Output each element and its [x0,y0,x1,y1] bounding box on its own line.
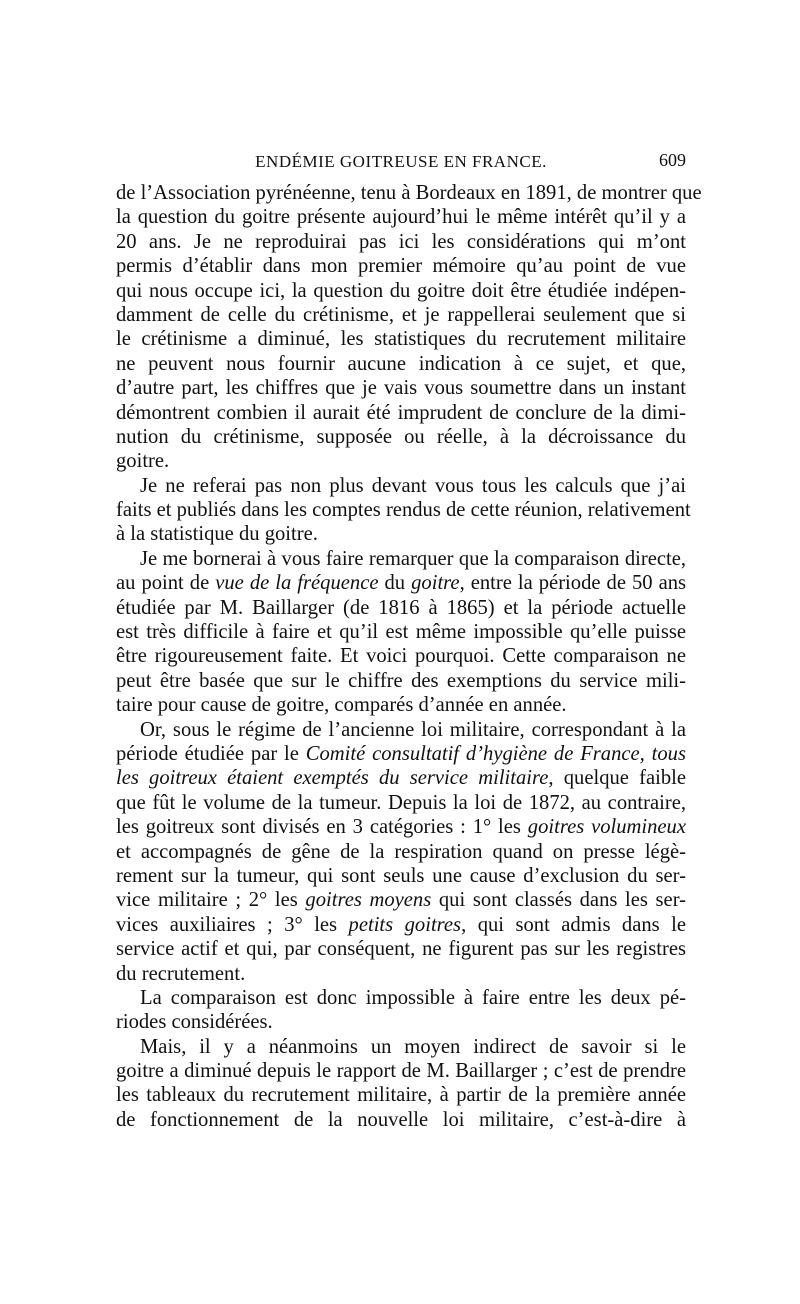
page-number: 609 [659,150,686,170]
text-span: vice militaire ; 2° les [116,889,306,912]
text-span: , entre la période de 50 ans [459,572,687,595]
italic-span: vue de la fréquence [215,572,379,595]
running-title: ENDÉMIE GOITREUSE EN FRANCE. [255,152,547,171]
text-span: , qui sont admis dans le [461,913,686,936]
text-line [116,937,686,961]
italic-span: goitres moyens [305,889,432,912]
text-span: Or, sous le régime de l’ancienne loi militaire, correspondant à la [140,718,686,741]
italic-span: goitre [411,572,460,595]
text-span: du recrutement. [116,962,246,985]
text-line [116,791,686,815]
text-line [116,888,686,912]
text-span: le crétinisme a diminué, les statistiques du recrutement militaire [116,328,686,351]
text-span: goitre a diminué depuis le rapport de M. Baillarger ; c’est de prendre [116,1060,686,1083]
text-line [116,279,686,303]
text-line [116,1059,686,1083]
text-line [116,547,686,571]
text-span: période étudiée par le [116,742,306,765]
text-line [116,352,686,376]
text-line [116,644,686,668]
text-span: Mais, il y a néanmoins un moyen indirect de savoir si le [140,1035,686,1058]
text-span: permis d’établir dans mon premier mémoire qu’au point de vue [116,255,686,278]
text-line [116,205,686,229]
text-line [116,766,686,790]
text-line [116,571,686,595]
text-span: rement sur la tumeur, qui sont seuls une cause d’exclusion du ser- [116,864,686,887]
text-line [116,376,686,400]
text-span: ne peuvent nous fournir aucune indication à ce sujet, et que, [116,352,686,375]
text-line [116,1083,686,1107]
text-span: la question du goitre présente aujourd’hui le même intérêt qu’il y a [116,206,686,229]
text-line [116,303,686,327]
text-line [116,669,686,693]
paragraph [116,181,702,474]
text-line [116,181,702,205]
text-line [116,864,686,888]
text-span: démontrent combien il aurait été imprudent de conclure de la dimi- [116,401,686,424]
text-span: damment de celle du crétinisme, et je rappellerai seulement que si [116,303,686,326]
text-span: taire pour cause de goitre, comparés d’année en année. [116,694,567,717]
text-span: du [378,572,412,595]
text-span: étudiée par M. Baillarger (de 1816 à 1865) et la période actuelle [116,596,686,619]
text-line [116,230,686,254]
text-line [116,522,686,546]
text-line [116,425,686,449]
text-line [116,693,686,717]
text-span: riodes considérées. [116,1011,273,1034]
text-span: goitre. [116,450,170,473]
text-line [116,401,686,425]
text-span: que fût le volume de la tumeur. Depuis la loi de 1872, au contraire, [116,791,686,814]
text-line [116,596,686,620]
text-span: , quelque faible [548,767,687,790]
text-span: Je ne referai pas non plus devant vous tous les calculs que j’ai [140,474,686,497]
text-line [116,840,686,864]
text-line [116,815,686,839]
text-span: à la statistique du goitre. [116,523,318,546]
text-span: de l’Association pyrénéenne, tenu à Bordeaux en 1891, de montrer que [116,182,702,204]
text-span: nution du crétinisme, supposée ou réelle, à la décroissance du [116,425,686,448]
text-span: vices auxiliaires ; 3° les [116,913,349,936]
text-line [116,254,686,278]
text-span: qui nous occupe ici, la question du goitre doit être étudiée indépen- [116,279,686,302]
text-span: qui sont classés dans les ser- [431,889,686,912]
text-span: La comparaison est donc impossible à faire entre les deux pé- [140,986,686,1009]
text-line [116,474,686,498]
text-span: peut être basée que sur le chiffre des exemptions du service mili- [116,669,686,692]
text-span: faits et publiés dans les comptes rendus de cette réunion, relativement [116,499,691,522]
italic-span: les goitreux étaient exemptés du service militaire [116,767,549,790]
text-span: les goitreux sont divisés en 3 catégories : 1° les [116,816,528,839]
text-span: 20 ans. Je ne reproduirai pas ici les considérations qui m’ont [116,230,686,253]
text-span: et accompagnés de gêne de la respiration quand on presse légè- [116,840,686,863]
text-line [116,1010,686,1034]
page-header [116,146,686,176]
paragraph [116,986,686,1035]
text-line [116,327,686,351]
text-line [116,498,691,522]
paragraph [116,474,691,547]
text-span: être rigoureusement faite. Et voici pourquoi. Cette comparaison ne [116,645,686,668]
text-span: est très difficile à faire et qu’il est même impossible qu’elle puisse [116,621,686,644]
text-line [116,1108,686,1132]
text-line [116,913,686,937]
text-line [116,620,686,644]
text-line [116,986,686,1010]
text-line [116,962,686,986]
text-span: service actif et qui, par conséquent, ne figurent pas sur les registres [116,938,686,961]
paragraph [116,1035,686,1133]
text-line [116,1035,686,1059]
paragraph [116,547,686,718]
italic-span: petits goitres [348,913,462,936]
text-span: d’autre part, les chiffres que je vais vous soumettre dans un instant [116,377,686,400]
italic-span: Comité consultatif d’hygiène de France, tous [305,742,686,765]
body-text [116,181,702,1132]
text-line [116,449,686,473]
italic-span: goitres volumineux [527,816,686,839]
text-span: au point de [116,572,216,595]
text-line [116,718,686,742]
text-span: les tableaux du recrutement militaire, à partir de la première année [116,1084,686,1107]
paragraph [116,718,686,986]
text-span: Je me bornerai à vous faire remarquer que la comparaison directe, [140,547,686,570]
text-line [116,742,686,766]
text-span: de fonctionnement de la nouvelle loi militaire, c’est-à-dire à [116,1108,686,1131]
